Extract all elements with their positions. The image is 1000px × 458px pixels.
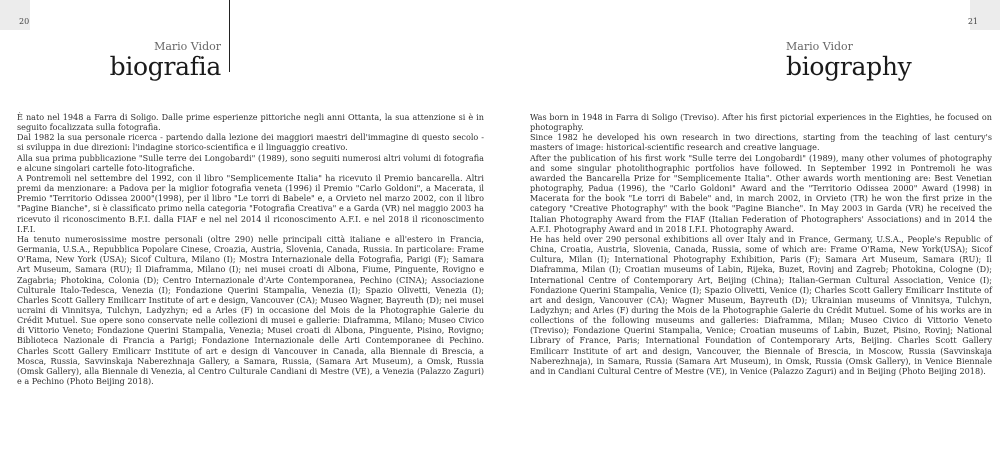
paragraph: A Pontremoli nel settembre del 1992, con il libro "Semplicemente Italia" ha ricevuto il Premio bancarella. Altri premi da menzionare: a Padova per la miglior fotografia veneta (1996) il Premio "Carlo Goldoni", a Macerata, il Premio "Territorio Odissea 2000"(1998), per il libro "Le torri di Babele" e, a Orvieto nel marzo 2002, con il libro "Pagine Bianche", si è classificato primo nella categoria "Fotografia Creativa" e a Garda (VR) nel maggio 2003 ha ricevuto il riconoscimento B.F.I. dalla FIAF e nel nel 2014 il riconoscimento A.F.I. e nel 2018 il riconoscimento I.F.I. xyxy=(17,172,484,234)
author-name-right: Mario Vidor xyxy=(786,40,853,53)
paragraph: Ha tenuto numerosissime mostre personali (oltre 290) nelle principali città italiane e all'estero in Francia, Germania, U.S.A., Repubblica Popolare Cinese, Croazia, Austria, Slovenia, Canada, Russia. In particolare: Frame O'Rama, New York (USA); Sicof Cultura, Milano (I); Mostra Internazionale della Fotografia, Parigi (F); Samara Art Museum, Samara (RU); Il Diaframma, Milano (I); nei musei croati di Albona, Fiume, Pinguente, Rovigno e Zagabria; Photokina, Colonia (D); Centro Internazionale d'Arte Contemporanea, Pechino (CINA); Associazione Culturale Italo-Tedesca, Venezia (I); Fondazione Querini Stampalia, Venezia (I); Spazio Olivetti, Venezia (I); Charles Scott Gallery Emilicarr Institute of art e design, Vancouver (CA); Museo Wagner, Bayreuth (D); nei musei ucraini di Vinnitsya, Tulchyn, Ladyzhyn; ed a Arles (F) in occasione del Mois de la Photographie Galerie du Crédit Mutuel. Sue opere sono conservate nelle collezioni di musei e gallerie: Diaframma, Milano; Museo Civico di Vittorio Veneto; Fondazione Querini Stampalia, Venezia; Musei croati di Albona, Pinguente, Pisino, Rovigno; Biblioteca Nazionale di Francia a Parigi; Fondazione Internazionale delle Arti Contemporanee di Pechino. Charles Scott Gallery Emilicarr Institute of art e design di Vancouver in Canada, alla Biennale di Brescia, a Mosca, Russia, Savvinskaja Naberezhnaja Gallery, a Samara, Russia, (Samara Art Museum), a Omsk, Russia (Omsk Gallery), alla Biennale di Venezia, al Centro Culturale Candiani di Mestre (VE), a Venezia (Palazzo Zaguri) e a Pechino (Photo Beijing 2018). xyxy=(17,233,484,387)
author-name-left: Mario Vidor xyxy=(154,40,221,53)
biography-text-english xyxy=(530,112,992,376)
page-number-right: 21 xyxy=(967,17,978,26)
biography-text-italian xyxy=(17,112,484,386)
paragraph: He has held over 290 personal exhibitions all over Italy and in France, Germany, U.S.A., People's Republic of China, Croatia, Austria, Slovenia, Canada, Russia, some of which are: Frame O'Rama, New York(USA); Sicof Cultura, Milan (I); International Photography Exhibition, Paris (F); Samara Art Museum, Samara (RU); Il Diaframma, Milan (I); Croatian museums of Labin, Rijeka, Buzet, Rovinj and Zagreb; Photokina, Cologne (D); International Centre of Contemporary Art, Beijing (China); Italian-German Cultural Association, Venice (I); Fondazione Querini Stampalia, Venice (I); Spazio Olivetti, Venice (I); Charles Scott Gallery Emilicarr Institute of art and design, Vancouver (CA); Wagner Museum, Bayreuth (D); Ukrainian museums of Vinnitsya, Tulchyn, Ladyzhyn; and Arles (F) during the Mois de la Photographie Galerie du Crédit Mutuel. Some of his works are in collections of the following museums and galleries: Diaframma, Milan; Museo Civico di Vittorio Veneto (Treviso); Fondazione Querini Stampalia, Venice; Croatian museums of Labin, Buzet, Pisino, Rovinj; National Library of France, Paris; International Foundation of Contemporary Arts, Beijing. Charles Scott Gallery Emilicarr Institute of art and design, Vancouver, the Biennale of Brescia, in Moscow, Russia (Savvinskaja Naberezhnaja), in Samara, Russia (Samara Art Museum), in Omsk, Russia (Omsk Gallery), in Venice Biennale and in Candiani Cultural Centre of Mestre (VE), in Venice (Palazzo Zaguri) and in Beijing (Photo Beijing 2018). xyxy=(530,233,992,376)
paragraph: Was born in 1948 in Farra di Soligo (Treviso). After his first pictorial experiences in the Eighties, he focused on photography. xyxy=(530,112,992,133)
page-title-left: biografia xyxy=(109,52,221,81)
paragraph: Dal 1982 la sua personale ricerca - partendo dalla lezione dei maggiori maestri dell'immagine di questo secolo - si sviluppa in due direzioni: l'indagine storico-scientifica e il linguaggio creativo. xyxy=(17,132,484,153)
page-number-left: 20 xyxy=(19,17,30,26)
page-title-right: biography xyxy=(786,52,912,81)
header-divider-line xyxy=(229,0,230,72)
paragraph: È nato nel 1948 a Farra di Soligo. Dalle prime esperienze pittoriche negli anni Ottanta, la sua attenzione si è in seguito focalizzata sulla fotografia. xyxy=(17,112,484,133)
paragraph: After the publication of his first work "Sulle terre dei Longobardi" (1989), many other volumes of photography and some singular photolithographic portfolios have followed. In September 1992 in Pontremoli he was awarded the Bancarella Prize for "Semplicemente Italia". Other awards worth mentioning are: Best Venetian photography, Padua (1996), the "Carlo Goldoni" Award and the "Territorio Odissea 2000" Award (1998) in Macerata for the book "Le torri di Babele" and, in march 2002, in Orvieto (TR) he won the first prize in the category "Creative Photography" with the book "Pagine Bianche". In May 2003 in Garda (VR) he received the Italian Photography Award from the FIAF (Italian Federation of Photographers' Associations) and in 2014 the A.F.I. Photography Award and in 2018 I.F.I. Photography Award. xyxy=(530,152,992,234)
paragraph: Since 1982 he developed his own research in two directions, starting from the teaching of last century's masters of image: historical-scientific research and creative language. xyxy=(530,132,992,153)
paragraph: Alla sua prima pubblicazione "Sulle terre dei Longobardi" (1989), sono seguiti numerosi altri volumi di fotografia e alcune singolari cartelle foto-litografiche. xyxy=(17,152,484,173)
